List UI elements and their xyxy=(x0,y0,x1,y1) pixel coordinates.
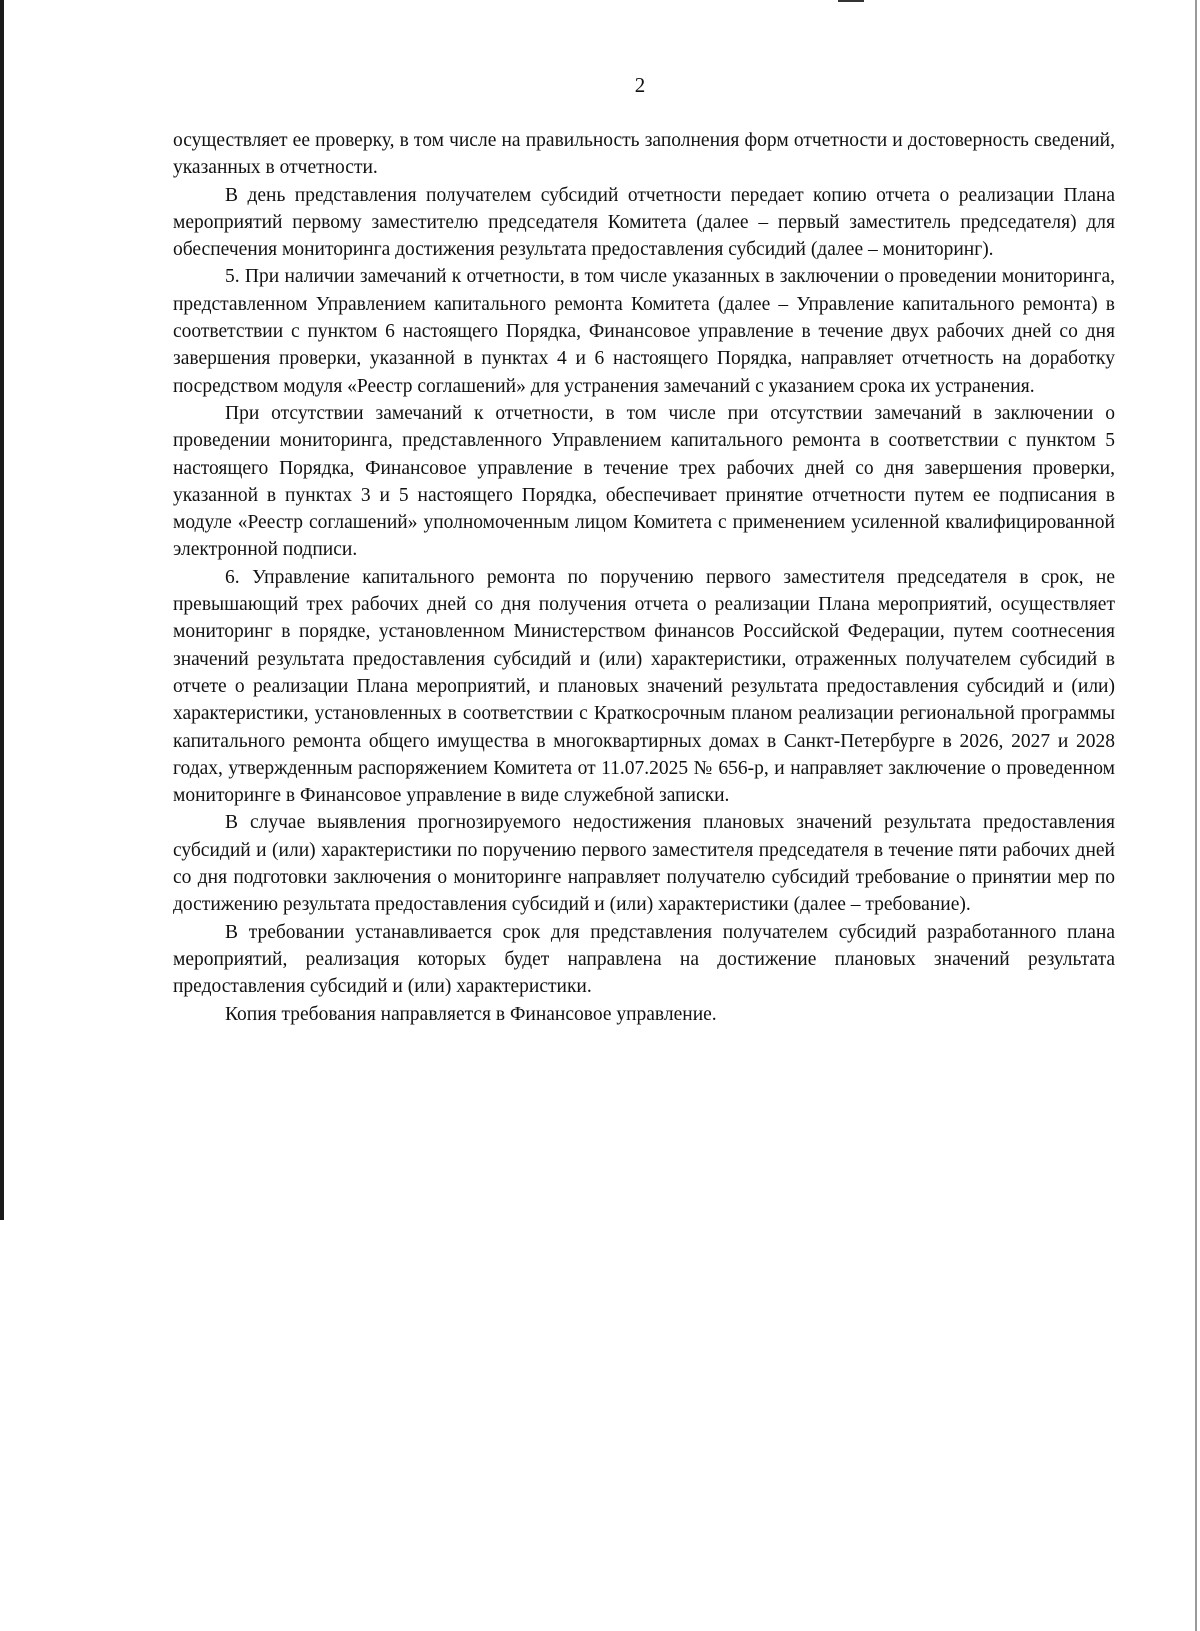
paragraph-requirement-copy: Копия требования направляется в Финансовое управление. xyxy=(225,1003,717,1025)
paragraph-forecast-failure: В случае выявления прогнозируемого недостижения плановых значений результата предоставления субсидий и (или) характеристики по поручению первого заместителя председателя в течение пяти рабочих дней со дня подготовки заключения о мониторинге направляет получателю субсидий требование о принятии мер по достижению результата предоставления субсидий и (или) характеристики (далее – требование). xyxy=(173,812,1115,916)
paragraph-requirement-deadline: В требовании устанавливается срок для представления получателем субсидий разработанного плана мероприятий, реализация которых будет направлена на достижение плановых значений результата предоставления субсидий и (или) характеристики. xyxy=(173,921,1115,998)
paragraph-1-continuation: осуществляет ее проверку, в том числе на правильность заполнения форм отчетности и достоверность сведений, указанных в отчетности. xyxy=(173,130,1115,179)
scan-top-mark xyxy=(838,0,864,2)
paragraph-item-6-monitoring: 6. Управление капитального ремонта по поручению первого заместителя председателя в срок, не превышающий трех рабочих дней со дня получения отчета о реализации Плана мероприятий, осуществляет мониторинг в порядке, установленном Министерством финансов Российской Федерации, путем соотнесения значений результата предоставления субсидий и (или) характеристики, отраженных получателем субсидий в отчете о реализации Плана мероприятий, и плановых значений результата предоставления субсидий и (или) характеристики, установленных в соответствии с Краткосрочным планом реализации региональной программы капитального ремонта общего имущества в многоквартирных домах в Санкт-Петербурге в 2026, 2027 и 2028 годах, утвержденным распоряжением Комитета от 11.07.2025 № 656-р, и направляет заключение о проведенном мониторинге в Финансовое управление в виде служебной записки. xyxy=(173,566,1115,807)
scan-right-edge xyxy=(1195,0,1197,1631)
paragraph-item-5-remarks: 5. При наличии замечаний к отчетности, в том числе указанных в заключении о проведении мониторинга, представленном Управлением капитального ремонта Комитета (далее – Управление капитального ремонта) в соответствии с пунктом 6 настоящего Порядка, Финансовое управление в течение двух рабочих дней со дня завершения проверки, указанной в пунктах 4 и 6 настоящего Порядка, направляет отчетность на доработку посредством модуля «Реестр соглашений» для устранения замечаний с указанием срока их устранения. xyxy=(173,266,1115,397)
scan-left-edge xyxy=(0,0,4,1220)
paragraph-report-copy: В день представления получателем субсидий отчетности передает копию отчета о реализации Плана мероприятий первому заместителю председателя Комитета (далее – первый заместитель председателя) для обеспечения мониторинга достижения результата предоставления субсидий (далее – мониторинг). xyxy=(173,184,1115,261)
document-body xyxy=(173,127,1115,1028)
page-number: 2 xyxy=(634,73,646,97)
paragraph-no-remarks: При отсутствии замечаний к отчетности, в том числе при отсутствии замечаний в заключении о проведении мониторинга, представленного Управлением капитального ремонта в соответствии с пунктом 5 настоящего Порядка, Финансовое управление в течение трех рабочих дней со дня завершения проверки, указанной в пунктах 3 и 5 настоящего Порядка, обеспечивает принятие отчетности путем ее подписания в модуле «Реестр соглашений» уполномоченным лицом Комитета с применением усиленной квалифицированной электронной подписи. xyxy=(173,402,1115,561)
